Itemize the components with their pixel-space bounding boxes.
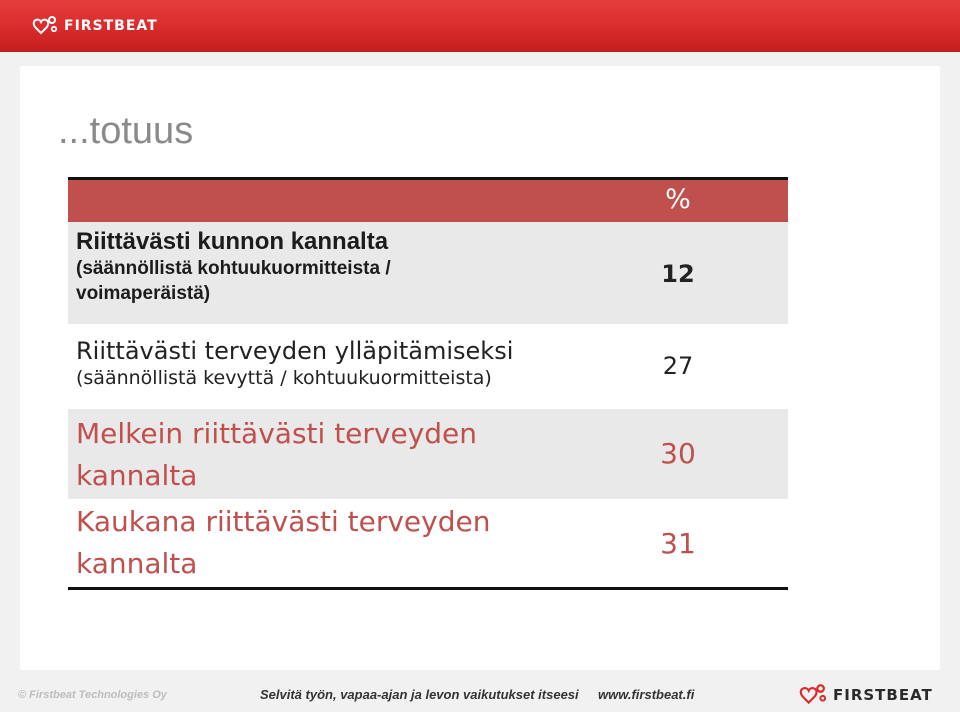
footer-brand-logo[interactable] [798, 682, 933, 708]
row-label-line: kannalta [76, 547, 198, 580]
row-value: 12 [661, 260, 695, 288]
row-label [68, 409, 628, 499]
row-label-line: Melkein riittävästi terveyden [76, 417, 478, 450]
copyright-text: © Firstbeat Technologies Oy [18, 689, 167, 701]
table-row [68, 499, 788, 587]
website-link[interactable]: www.firstbeat.fi [598, 687, 695, 702]
row-label [68, 324, 628, 409]
table-row [68, 222, 788, 324]
row-label-main: Riittävästi terveyden ylläpitämiseksi [76, 337, 514, 365]
row-value: 30 [660, 437, 696, 470]
row-label-sub: (säännöllistä kevyttä / kohtuukuormitteista) [76, 367, 492, 389]
row-label-line: Kaukana riittävästi terveyden [76, 505, 491, 538]
row-label [68, 499, 628, 587]
heart-chain-icon [798, 682, 828, 708]
table-header [68, 180, 788, 222]
footer [0, 680, 960, 712]
heart-chain-icon [32, 14, 58, 38]
row-label [68, 222, 628, 324]
footer-tagline: Selvitä työn, vapaa-ajan ja levon vaikutukset itseesi [260, 687, 579, 702]
row-value: 27 [662, 352, 694, 380]
row-label-sub: (säännöllistä kohtuukuormitteista / [76, 258, 391, 279]
brand-logo[interactable] [32, 10, 158, 42]
header-bar [0, 0, 960, 52]
results-table [68, 177, 788, 590]
row-label-sub: voimaperäistä) [76, 283, 211, 304]
table-row [68, 409, 788, 499]
row-label-line: kannalta [76, 459, 198, 492]
value-column-header: % [665, 184, 691, 215]
brand-name: FIRSTBEAT [64, 18, 158, 34]
row-label-main: Riittävästi kunnon kannalta [76, 228, 389, 255]
slide-title: ...totuus [58, 110, 194, 152]
footer-brand-name: FIRSTBEAT [833, 686, 933, 704]
table-row [68, 324, 788, 409]
row-value: 31 [660, 527, 696, 560]
